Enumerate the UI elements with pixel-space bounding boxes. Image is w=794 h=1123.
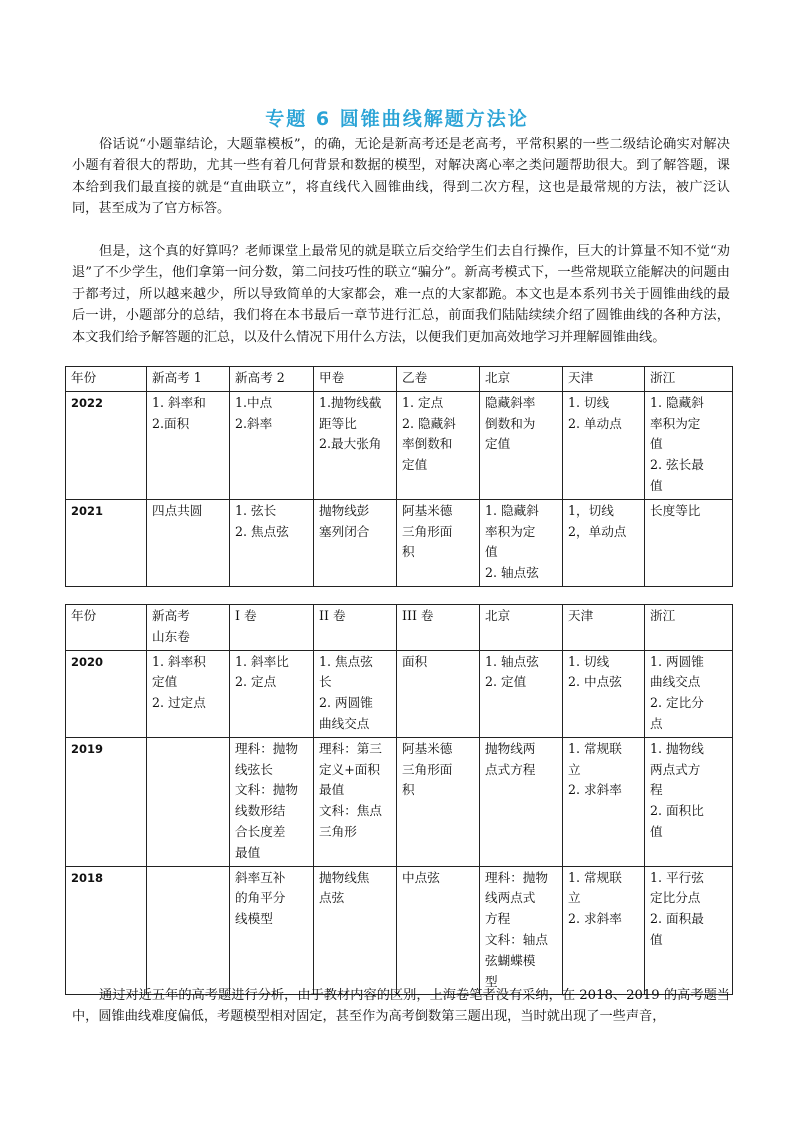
cell-line: 2.斜率 xyxy=(235,415,273,431)
year-cell: 2019 xyxy=(66,737,147,866)
cell-line: 点弦 xyxy=(319,890,345,906)
cell-line: 抛物线焦 xyxy=(319,869,370,885)
cell-line: 值 xyxy=(650,436,663,452)
table-row xyxy=(66,650,733,737)
table-row xyxy=(66,391,733,499)
cell-line: 1，切线 xyxy=(568,502,614,518)
table-cell xyxy=(645,866,733,995)
column-header xyxy=(645,605,733,651)
table-cell xyxy=(314,499,397,586)
table-cell xyxy=(563,737,645,866)
cell-line: 山东卷 xyxy=(152,628,190,644)
cell-line: 阿基米德 xyxy=(402,502,453,518)
analysis-paragraph: 通过对近五年的高考题进行分析，由于教材内容的区别，上海卷笔者没有采纳，在 2018、2019 的高考题当中，圆锥曲线难度偏低，考题模型相对固定，甚至作为高考倒数第三题出现，当时就出现了一些声音， xyxy=(72,988,730,1025)
cell-line: 1. 两圆锥 xyxy=(650,653,704,669)
cell-line: 中点弦 xyxy=(402,869,440,885)
table-cell xyxy=(397,737,480,866)
cell-line: 1. 弦长 xyxy=(235,502,277,518)
column-header: 浙江 xyxy=(645,367,733,392)
year-cell: 2022 xyxy=(66,391,147,499)
cell-line: 1. 常规联 xyxy=(568,869,622,885)
cell-line: 率倒数和 xyxy=(402,436,453,452)
cell-line: 立 xyxy=(568,761,581,777)
column-header: 新高考 1 xyxy=(147,367,230,392)
column-header: 年份 xyxy=(66,367,147,392)
table-cell xyxy=(645,391,733,499)
column-header xyxy=(397,605,480,651)
cell-line: 定义+面积 xyxy=(319,761,380,777)
cell-line: 2. 求斜率 xyxy=(568,911,622,927)
cell-line: 面积 xyxy=(402,653,428,669)
cell-line: 文科：焦点 xyxy=(319,803,382,819)
cell-line: 文科：抛物 xyxy=(235,782,298,798)
cell-line: 抛物线两 xyxy=(485,740,536,756)
cell-line: 2. 面积比 xyxy=(650,803,704,819)
cell-line: 2. 定值 xyxy=(485,674,527,690)
column-header xyxy=(314,605,397,651)
column-header: 新高考 2 xyxy=(230,367,314,392)
cell-line: 线模型 xyxy=(235,911,273,927)
cell-line: 点 xyxy=(650,715,663,731)
cell-line: 1. 轴点弦 xyxy=(485,653,539,669)
cell-line: 线两点式 xyxy=(485,890,536,906)
table-cell xyxy=(563,391,645,499)
intro-paragraph-2: 但是，这个真的好算吗？老师课堂上最常见的就是联立后交给学生们去自行操作，巨大的计算量不知不觉“劝退”了不少学生，他们拿第一问分数，第二问技巧性的联立“骗分”。新高考模式下，一些常规联立能解决的问题由于都考过，所以越来越少，所以导致简单的大家都会，难一点的大家都跪。本文也是本系列书关于圆锥曲线的最后一讲，小题部分的总结，我们将在本书最后一章节进行汇总，前面我们陆陆续续介绍了圆锥曲线的各种方法，本文我们给予解答题的汇总，以及什么情况下用什么方法，以便我们更加高效地学习并理解圆锥曲线。 xyxy=(72,244,730,345)
cell-line: 文科：轴点 xyxy=(485,931,548,947)
cell-line: 2. 定比分 xyxy=(650,695,704,711)
cell-line: 合长度差 xyxy=(235,823,286,839)
table-header-row xyxy=(66,367,733,392)
column-header xyxy=(480,605,563,651)
exam-table-2021-2022 xyxy=(65,366,733,587)
cell-line: 2. 隐藏斜 xyxy=(402,415,456,431)
column-header: 北京 xyxy=(480,367,563,392)
table-cell xyxy=(230,650,314,737)
page-title: 专题 6 圆锥曲线解题方法论 xyxy=(265,108,529,130)
table-row xyxy=(66,499,733,586)
cell-line: 长 xyxy=(319,674,332,690)
cell-line: 1. 定点 xyxy=(402,394,444,410)
cell-line: 2. 面积最 xyxy=(650,911,704,927)
cell-line: 弦蝴蝶模 xyxy=(485,952,536,968)
cell-line: 两点式方 xyxy=(650,761,701,777)
cell-line: 积 xyxy=(402,544,415,560)
table-row xyxy=(66,737,733,866)
cell-line: 新高考 xyxy=(152,608,190,623)
intro-paragraph-1: 俗话说“小题靠结论，大题靠模板”，的确，无论是新高考还是老高考，平常积累的一些二级结论确实对解决小题有着很大的帮助，尤其一些有着几何背景和数据的模型，对解决离心率之类问题帮助很大。到了解答题，课本给到我们最直接的就是“直曲联立”，将直线代入圆锥曲线，得到二次方程，这也是最常规的方法，被广泛认同，甚至成为了官方标答。 xyxy=(72,137,730,217)
cell-line: 四点共圆 xyxy=(152,502,203,518)
cell-line: 1. 平行弦 xyxy=(650,869,704,885)
table-cell xyxy=(480,866,563,995)
cell-line: 年份 xyxy=(71,608,97,623)
cell-line: 1. 焦点弦 xyxy=(319,653,373,669)
cell-line: 1.抛物线截 xyxy=(319,394,382,410)
cell-line: 2. 过定点 xyxy=(152,695,206,711)
cell-line: 1. 抛物线 xyxy=(650,740,704,756)
cell-line: 2. 求斜率 xyxy=(568,782,622,798)
table-cell xyxy=(563,866,645,995)
cell-line: 2.最大张角 xyxy=(319,436,382,452)
cell-line: 值 xyxy=(650,477,663,493)
column-header: 天津 xyxy=(563,367,645,392)
cell-line: 理科：抛物 xyxy=(235,740,298,756)
cell-line: 立 xyxy=(568,890,581,906)
column-header xyxy=(230,605,314,651)
cell-line: 2. 弦长最 xyxy=(650,457,704,473)
table-cell xyxy=(147,391,230,499)
table-cell xyxy=(230,737,314,866)
table-cell xyxy=(397,391,480,499)
table-cell xyxy=(397,499,480,586)
cell-line: 值 xyxy=(650,823,663,839)
cell-line: 1. 切线 xyxy=(568,653,610,669)
table-cell xyxy=(147,737,230,866)
cell-line: 2. 焦点弦 xyxy=(235,523,289,539)
cell-line: 1. 切线 xyxy=(568,394,610,410)
cell-line: 值 xyxy=(485,544,498,560)
cell-line: 2. 定点 xyxy=(235,674,277,690)
cell-line: 线弦长 xyxy=(235,761,273,777)
cell-line: 曲线交点 xyxy=(319,715,370,731)
cell-line: 2. 中点弦 xyxy=(568,674,622,690)
table-cell xyxy=(480,737,563,866)
column-header xyxy=(147,605,230,651)
column-header xyxy=(66,605,147,651)
cell-line: 值 xyxy=(650,931,663,947)
table-cell xyxy=(645,737,733,866)
cell-line: 程 xyxy=(650,782,663,798)
cell-line: 三角形面 xyxy=(402,523,453,539)
year-cell: 2021 xyxy=(66,499,147,586)
table-cell xyxy=(314,650,397,737)
cell-line: 定比分点 xyxy=(650,890,701,906)
cell-line: 浙江 xyxy=(650,608,676,623)
table-cell xyxy=(230,391,314,499)
cell-line: 定值 xyxy=(485,436,511,452)
year-cell: 2018 xyxy=(66,866,147,995)
cell-line: 率积为定 xyxy=(650,415,701,431)
cell-line: 1. 常规联 xyxy=(568,740,622,756)
cell-line: 点式方程 xyxy=(485,761,536,777)
table-cell xyxy=(230,866,314,995)
table-cell xyxy=(480,650,563,737)
cell-line: 塞列闭合 xyxy=(319,523,370,539)
column-header: 乙卷 xyxy=(397,367,480,392)
table-cell xyxy=(147,650,230,737)
cell-line: 2. 两圆锥 xyxy=(319,695,373,711)
column-header: 甲卷 xyxy=(314,367,397,392)
cell-line: 三角形 xyxy=(319,823,357,839)
cell-line: 2. 单动点 xyxy=(568,415,622,431)
cell-line: I 卷 xyxy=(235,608,257,623)
table-cell xyxy=(397,650,480,737)
cell-line: 1. 斜率比 xyxy=(235,653,289,669)
cell-line: III 卷 xyxy=(402,608,434,623)
table-cell xyxy=(230,499,314,586)
cell-line: 天津 xyxy=(568,608,594,623)
table-cell xyxy=(563,650,645,737)
cell-line: 理科：抛物 xyxy=(485,869,548,885)
cell-line: 积 xyxy=(402,782,415,798)
table-cell xyxy=(480,391,563,499)
cell-line: 线数形结 xyxy=(235,803,286,819)
year-cell: 2020 xyxy=(66,650,147,737)
cell-line: 方程 xyxy=(485,911,511,927)
table-cell xyxy=(645,499,733,586)
exam-table-2018-2020 xyxy=(65,604,733,995)
cell-line: 1.中点 xyxy=(235,394,273,410)
cell-line: 三角形面 xyxy=(402,761,453,777)
table-cell xyxy=(314,737,397,866)
cell-line: 阿基米德 xyxy=(402,740,453,756)
cell-line: 型 xyxy=(485,973,498,989)
cell-line: 北京 xyxy=(485,608,511,623)
cell-line: 曲线交点 xyxy=(650,674,701,690)
cell-line: 率积为定 xyxy=(485,523,536,539)
cell-line: 定值 xyxy=(402,457,428,473)
cell-line: 斜率互补 xyxy=(235,869,286,885)
cell-line: 倒数和为 xyxy=(485,415,536,431)
table-cell xyxy=(397,866,480,995)
table-cell xyxy=(314,866,397,995)
cell-line: 定值 xyxy=(152,674,178,690)
cell-line: 长度等比 xyxy=(650,502,701,518)
cell-line: 1. 斜率积 xyxy=(152,653,206,669)
cell-line: 最值 xyxy=(235,844,261,860)
cell-line: 隐藏斜率 xyxy=(485,394,536,410)
cell-line: 1. 隐藏斜 xyxy=(650,394,704,410)
table-cell xyxy=(147,499,230,586)
cell-line: 最值 xyxy=(319,782,345,798)
table-cell xyxy=(645,650,733,737)
table-header-row xyxy=(66,605,733,651)
column-header xyxy=(563,605,645,651)
cell-line: 2. 轴点弦 xyxy=(485,565,539,581)
table-cell xyxy=(314,391,397,499)
table-cell xyxy=(563,499,645,586)
cell-line: 1. 隐藏斜 xyxy=(485,502,539,518)
cell-line: II 卷 xyxy=(319,608,346,623)
cell-line: 理科：第三 xyxy=(319,740,382,756)
table-row xyxy=(66,866,733,995)
cell-line: 1. 斜率和 xyxy=(152,394,206,410)
cell-line: 距等比 xyxy=(319,415,357,431)
table-cell xyxy=(480,499,563,586)
cell-line: 2，单动点 xyxy=(568,523,627,539)
table-cell xyxy=(147,866,230,995)
cell-line: 的角平分 xyxy=(235,890,286,906)
cell-line: 2.面积 xyxy=(152,415,190,431)
cell-line: 抛物线彭 xyxy=(319,502,370,518)
